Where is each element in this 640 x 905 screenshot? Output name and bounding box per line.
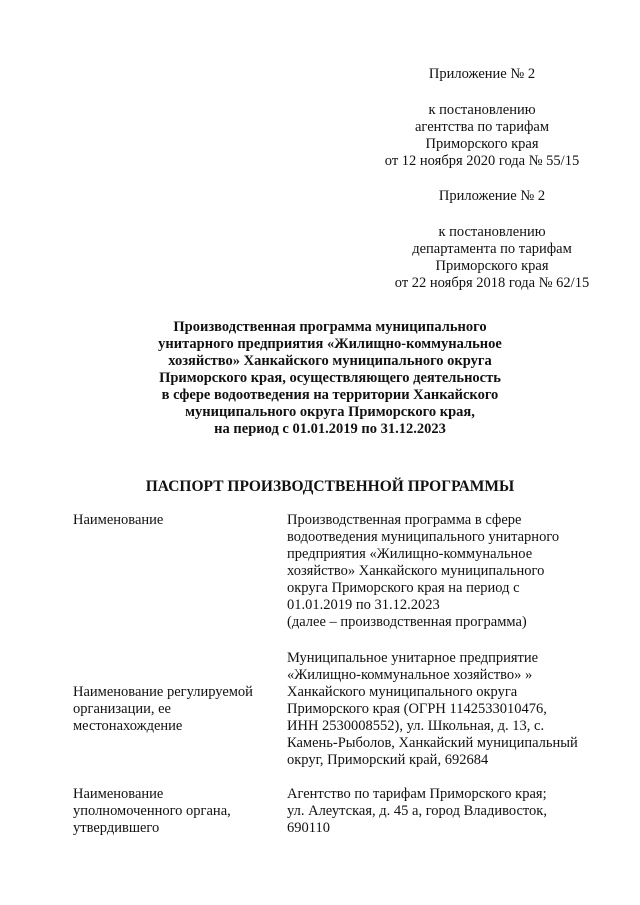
label-line: уполномоченного органа, (73, 803, 231, 819)
program-title-line: унитарного предприятия «Жилищно-коммунальное (158, 336, 502, 352)
value-line: хозяйство» Ханкайского муниципального (287, 563, 545, 579)
appendix-line: к постановлению (428, 102, 536, 118)
program-title-line: Приморского края, осуществляющего деятельность (159, 370, 501, 386)
value-line: Камень-Рыболов, Ханкайский муниципальный (287, 735, 578, 751)
program-title-line: хозяйство» Ханкайского муниципального округа (168, 353, 492, 369)
value-line: округа Приморского края на период с (287, 580, 520, 596)
label-line: Наименование (73, 512, 164, 528)
appendix-header-2 (382, 188, 602, 292)
program-title-line: в сфере водоотведения на территории Ханкайского (161, 387, 499, 403)
label-line: организации, ее (73, 701, 171, 717)
appendix-line: агентства по тарифам (415, 119, 549, 135)
value-line: «Жилищно-коммунальное хозяйство» » (287, 667, 533, 683)
value-line: 690110 (287, 820, 330, 836)
label-line: утвердившего (73, 820, 160, 836)
appendix-line: Приморского края (435, 258, 549, 274)
value-line: Производственная программа в сфере (287, 512, 522, 528)
appendix-line: Приморского края (425, 136, 539, 152)
passport-heading: ПАСПОРТ ПРОИЗВОДСТВЕННОЙ ПРОГРАММЫ (145, 478, 515, 495)
passport-row-label (73, 512, 278, 529)
appendix-line: от 12 ноября 2020 года № 55/15 (384, 153, 580, 169)
appendix-line: от 22 ноября 2018 года № 62/15 (394, 275, 590, 291)
value-line: Агентство по тарифам Приморского края; (287, 786, 547, 802)
value-line: Приморского края (ОГРН 1142533010476, (287, 701, 547, 717)
passport-row-value (287, 786, 617, 837)
value-line: предприятия «Жилищно-коммунальное (287, 546, 533, 562)
appendix-line: департамента по тарифам (412, 241, 572, 257)
label-line: Наименование (73, 786, 164, 802)
value-line: водоотведения муниципального унитарного (287, 529, 560, 545)
value-line: ул. Алеутская, д. 45 а, город Владивосток, (287, 803, 547, 819)
value-line: округ, Приморский край, 692684 (287, 752, 489, 768)
label-line: местонахождение (73, 718, 183, 734)
value-line: (далее – производственная программа) (287, 614, 527, 630)
program-title-line: муниципального округа Приморского края, (185, 404, 475, 420)
appendix-header-1 (372, 66, 592, 170)
value-line: Муниципальное унитарное предприятие (287, 650, 539, 666)
passport-row-label (73, 786, 278, 837)
passport-row-value (287, 512, 617, 631)
label-line: Наименование регулируемой (73, 684, 253, 700)
program-title-line: Производственная программа муниципального (173, 319, 487, 335)
program-title (120, 319, 540, 438)
appendix-title: Приложение № 2 (428, 66, 536, 82)
appendix-title: Приложение № 2 (438, 188, 546, 204)
passport-row-value (287, 650, 617, 769)
value-line: 01.01.2019 по 31.12.2023 (287, 597, 440, 613)
value-line: Ханкайского муниципального округа (287, 684, 518, 700)
passport-row-label (73, 684, 278, 735)
appendix-line: к постановлению (438, 224, 546, 240)
value-line: ИНН 2530008552), ул. Школьная, д. 13, с. (287, 718, 545, 734)
program-title-line: на период с 01.01.2019 по 31.12.2023 (214, 421, 446, 437)
